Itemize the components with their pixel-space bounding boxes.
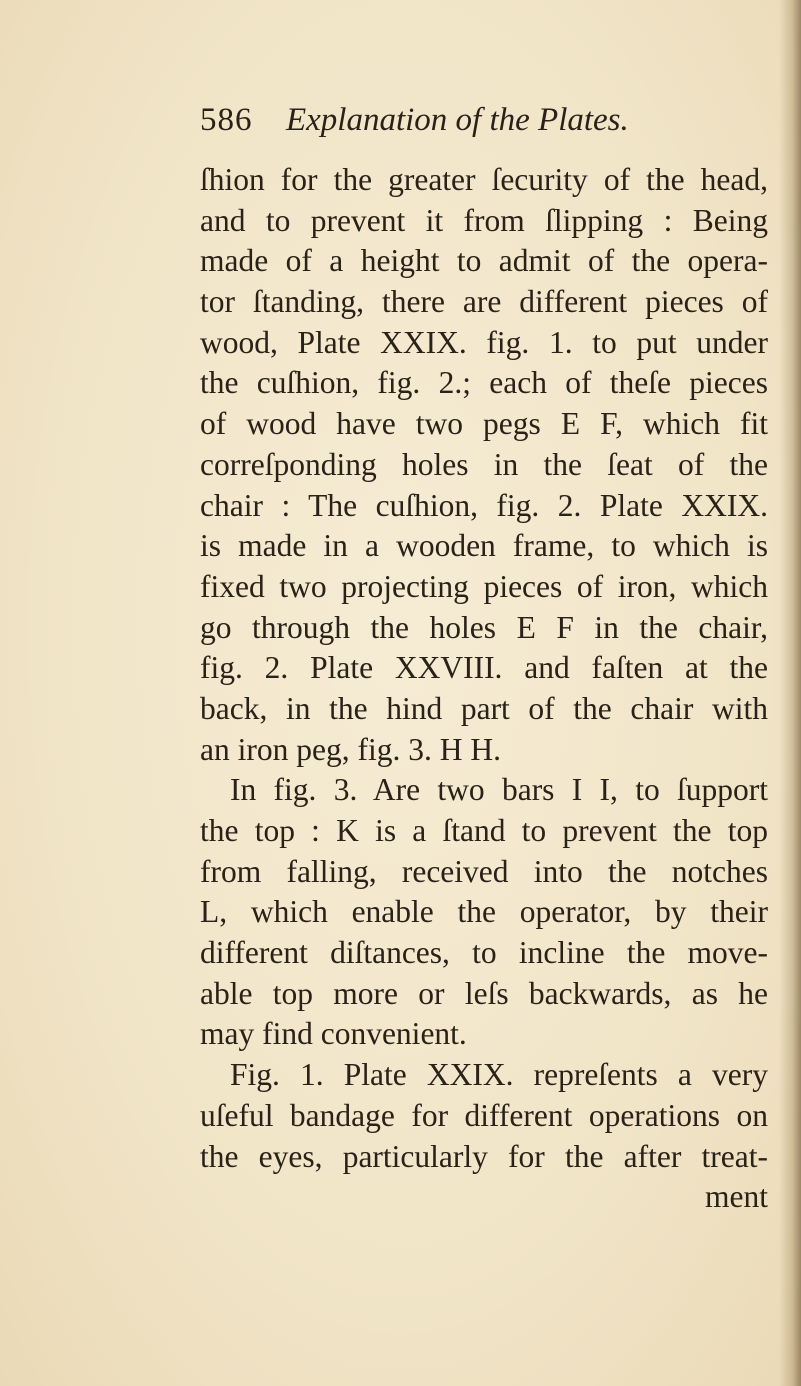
text-line: the top : K is a ſtand to prevent the top bbox=[200, 813, 768, 848]
text-line: L, which enable the operator, by their bbox=[200, 894, 768, 930]
body-text bbox=[200, 160, 768, 1218]
text-line: ſhion for the greater ſecurity of the head, bbox=[200, 162, 768, 197]
text-line: the eyes, particularly for the after treat- bbox=[200, 1138, 768, 1174]
text-line: Fig. 1. Plate XXIX. repreſents a very bbox=[230, 1057, 768, 1093]
text-line: may find convenient. bbox=[200, 1016, 467, 1052]
text-line: of wood have two pegs E F, which fit bbox=[200, 406, 768, 442]
page-edge-shadow bbox=[779, 0, 801, 1386]
text-line: from falling, received into the notches bbox=[200, 853, 768, 889]
text-line: fixed two projecting pieces of iron, which bbox=[200, 568, 768, 604]
text-line: the cuſhion, fig. 2.; each of theſe pieces bbox=[200, 365, 768, 401]
text-line: able top more or leſs backwards, as he bbox=[200, 975, 768, 1011]
page-number: 586 bbox=[200, 102, 253, 138]
text-line: back, in the hind part of the chair with bbox=[200, 690, 768, 726]
text-line: correſponding holes in the ſeat of the bbox=[200, 446, 768, 482]
running-title: Explanation of the Plates. bbox=[286, 102, 629, 138]
text-line: an iron peg, fig. 3. H H. bbox=[200, 731, 501, 767]
text-line: chair : The cuſhion, fig. 2. Plate XXIX. bbox=[200, 487, 768, 523]
text-line: different diſtances, to incline the move- bbox=[200, 935, 768, 971]
text-line: is made in a wooden frame, to which is bbox=[200, 528, 768, 564]
text-line: and to prevent it from ſlipping : Being bbox=[200, 202, 768, 238]
text-line: made of a height to admit of the opera- bbox=[200, 243, 768, 279]
text-line: In fig. 3. Are two bars I I, to ſupport bbox=[230, 772, 768, 808]
text-line: fig. 2. Plate XXVIII. and faſten at the bbox=[200, 650, 768, 686]
text-line: wood, Plate XXIX. fig. 1. to put under bbox=[200, 324, 768, 360]
text-line: uſeful bandage for different operations on bbox=[200, 1097, 768, 1133]
text-line: go through the holes E F in the chair, bbox=[200, 609, 768, 645]
catchword: ment bbox=[705, 1179, 768, 1215]
text-line: tor ſtanding, there are different pieces of bbox=[200, 284, 768, 320]
